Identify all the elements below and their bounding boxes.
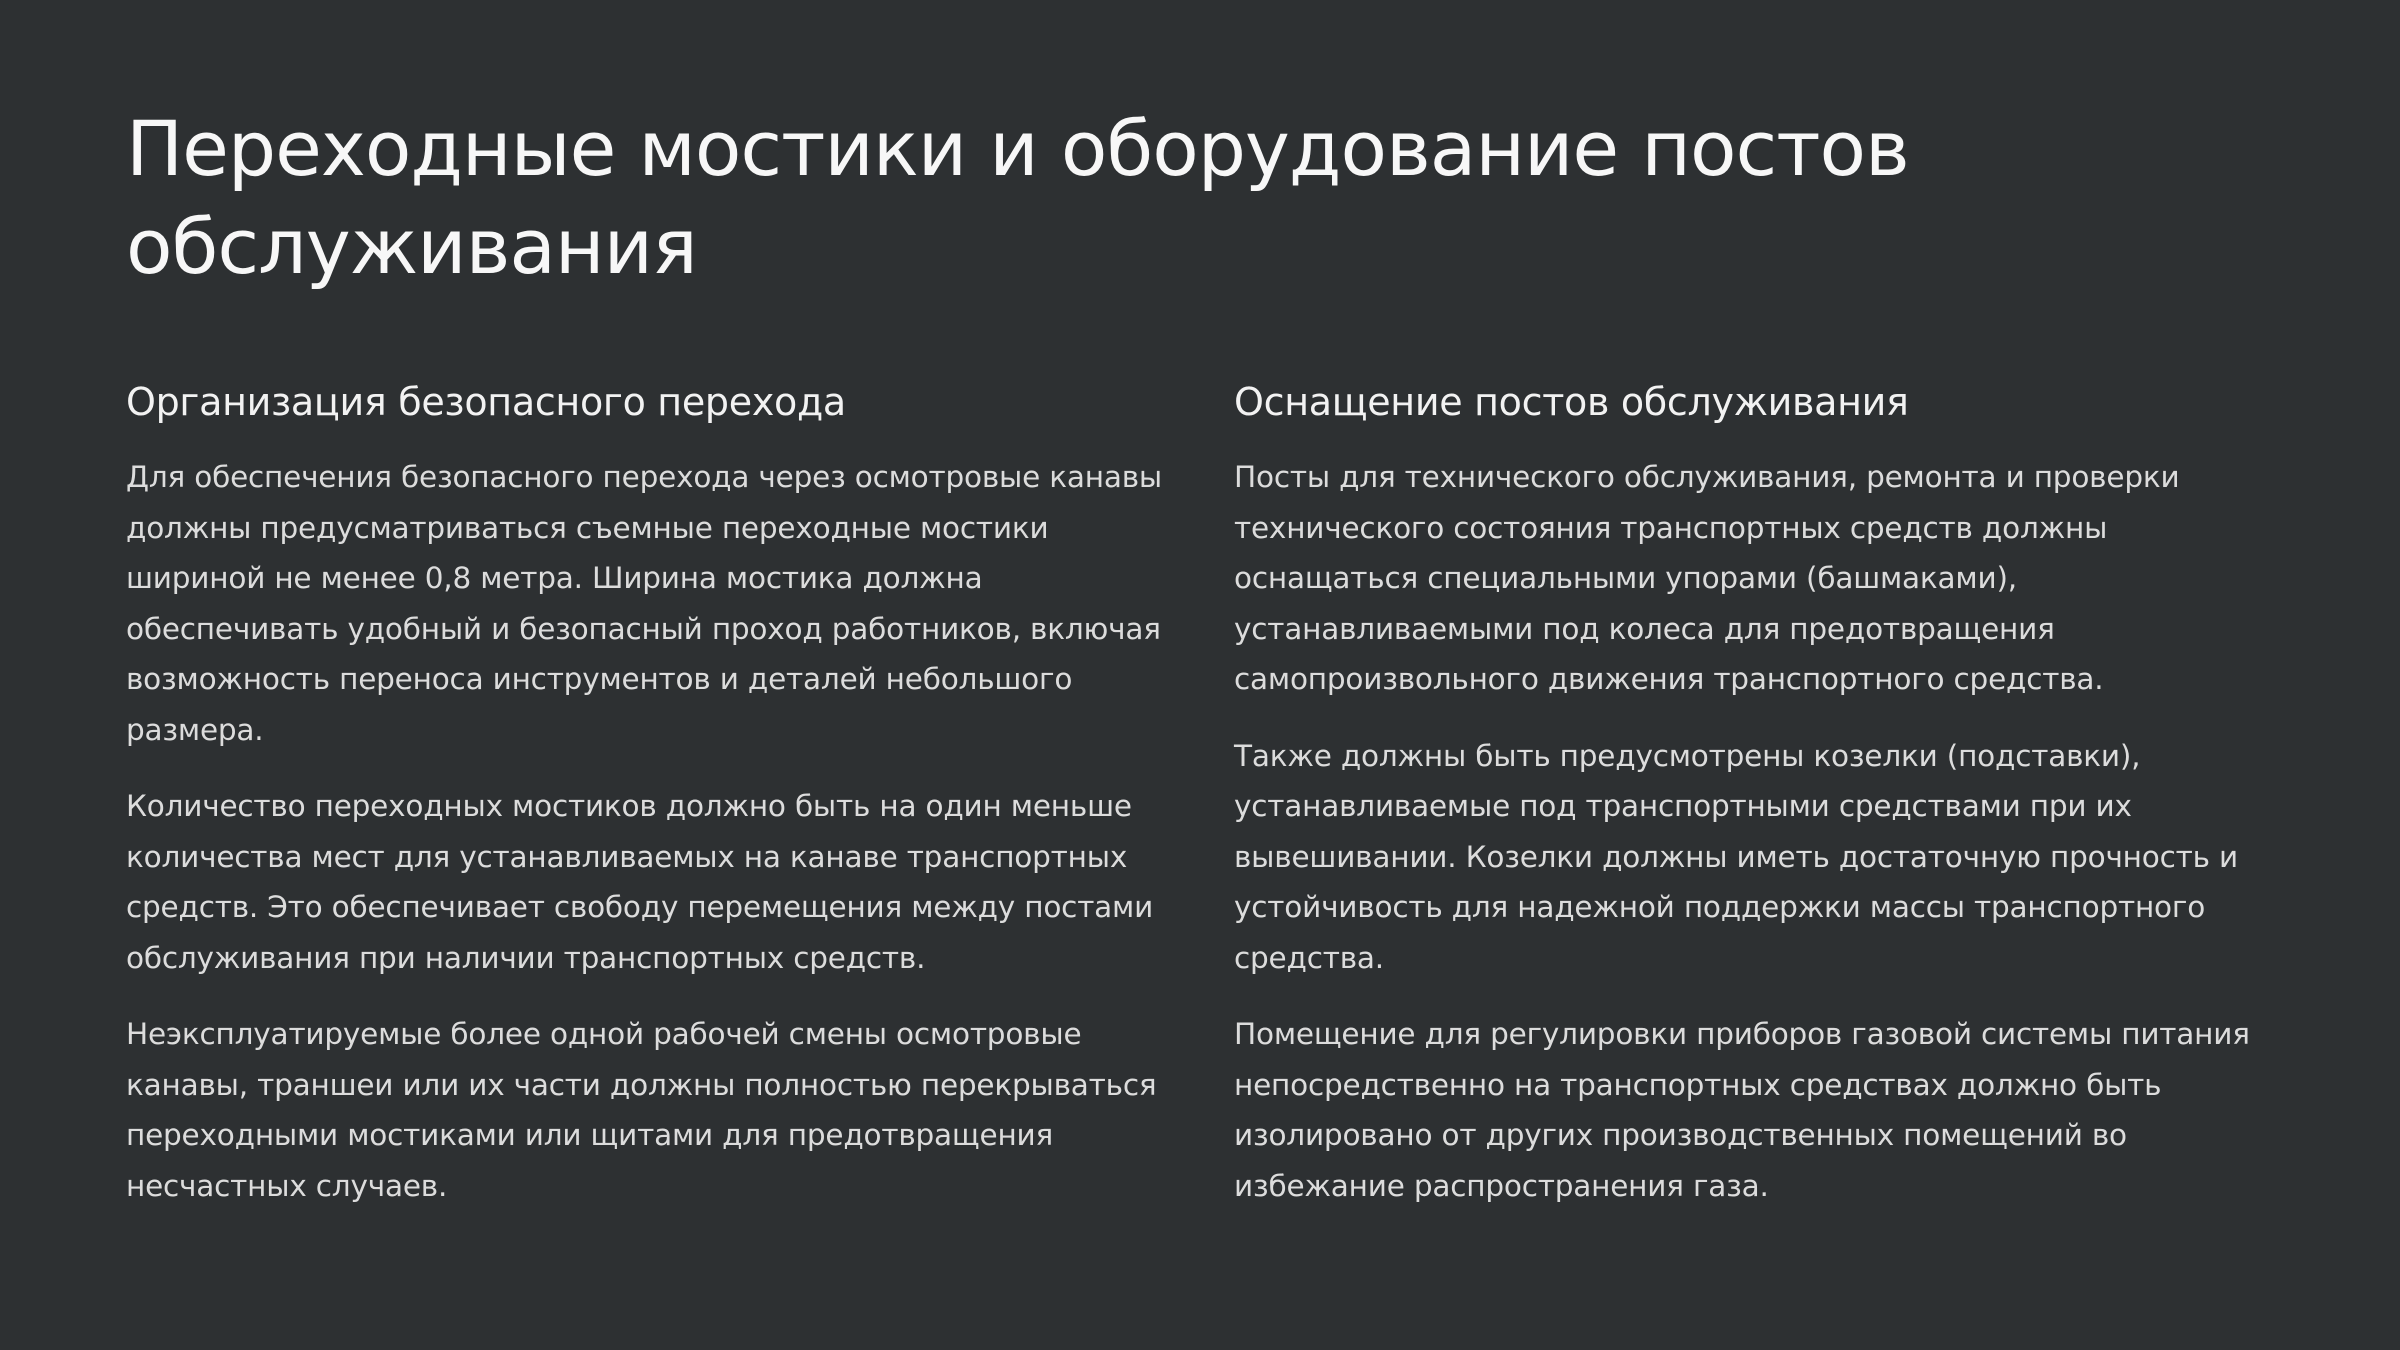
paragraph: Также должны быть предусмотрены козелки (подставки), устанавливаемые под транспортными средствами при их вывешивании. Козелки должны иметь достаточную прочность и устойчивость для надежной поддержки массы транспортного средства. (1234, 738, 2238, 975)
paragraph: Помещение для регулировки приборов газовой системы питания непосредственно на транспортных средствах должно быть изолировано от других производственных помещений во избежание распространения газа. (1234, 1017, 2250, 1203)
paragraph: Количество переходных мостиков должно быть на один меньше количества мест для устанавливаемых на канаве транспортных средств. Это обеспечивает свободу перемещения между постами обслуживания при наличии транспортных средств. (126, 789, 1154, 975)
column-heading: Организация безопасного перехода (126, 380, 846, 424)
slide-title: Переходные мостики и оборудование постов обслуживания (126, 104, 1909, 291)
paragraph: Неэксплуатируемые более одной рабочей смены осмотровые канавы, траншеи или их части должны полностью перекрываться переходными мостиками или щитами для предотвращения несчастных случаев. (126, 1017, 1157, 1203)
column-safe-crossing (126, 372, 1166, 1237)
paragraph: Для обеспечения безопасного перехода через осмотровые канавы должны предусматриваться съемные переходные мостики шириной не менее 0,8 метра. Ширина мостика должна обеспечивать удобный и безопасный проход работников, включая возможность переноса инструментов и деталей небольшого размера. (126, 460, 1163, 747)
paragraph: Посты для технического обслуживания, ремонта и проверки технического состояния транспортных средств должны оснащаться специальными упорами (башмаками), устанавливаемыми под колеса для предотвращения самопроизвольного движения транспортного средства. (1234, 460, 2180, 696)
column-heading: Оснащение постов обслуживания (1234, 380, 1909, 424)
content-columns (126, 372, 2274, 1237)
column-service-equipment (1234, 372, 2274, 1237)
